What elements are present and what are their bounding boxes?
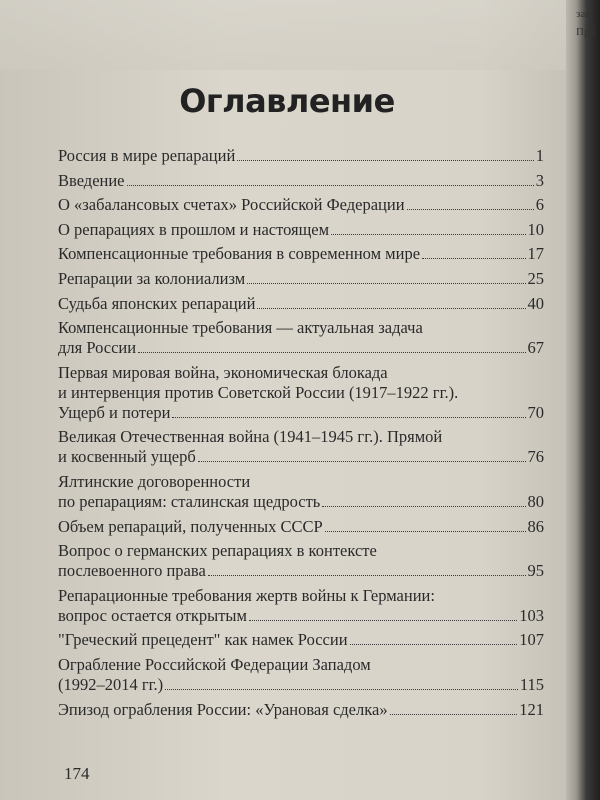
toc-entry-line: Вопрос о германских репарациях в контексте bbox=[58, 541, 377, 561]
toc-page-number: 76 bbox=[527, 447, 544, 467]
dot-leader bbox=[422, 258, 525, 259]
toc-entry-title: Компенсационные требования в современном мире bbox=[58, 244, 421, 264]
toc-entry-line: и интервенция против Советской России (1917–1922 гг.). bbox=[58, 382, 459, 402]
toc-entry-row bbox=[58, 675, 544, 695]
toc-page-number: 67 bbox=[527, 338, 544, 358]
page-number: 174 bbox=[64, 764, 90, 783]
toc-entry-line: Ограбление Российской Федерации Западом bbox=[58, 654, 371, 674]
toc-entry-row bbox=[58, 630, 544, 650]
toc-entry-line: Ялтинские договоренности bbox=[58, 471, 251, 491]
toc-entry-row bbox=[58, 517, 544, 537]
toc-entry-title: "Греческий прецедент" как намек России bbox=[58, 630, 348, 650]
table-of-contents bbox=[58, 146, 544, 724]
dot-leader bbox=[407, 209, 534, 210]
toc-entry-row bbox=[58, 294, 544, 314]
toc-page-number: 6 bbox=[535, 195, 544, 215]
toc-entry-title: по репарациям: сталинская щедрость bbox=[58, 491, 321, 511]
toc-entry-row bbox=[58, 269, 544, 289]
toc-page-number: 70 bbox=[527, 402, 544, 422]
toc-entry-title: Репарации за колониализм bbox=[58, 268, 246, 288]
toc-entry-title: для России bbox=[58, 338, 137, 358]
toc-entry-title: Россия в мире репараций bbox=[58, 146, 236, 165]
toc-entry-title: О репарациях в прошлом и настоящем bbox=[58, 219, 330, 239]
toc-entry bbox=[58, 318, 544, 358]
toc-page-number: 80 bbox=[527, 491, 544, 511]
toc-entry-row bbox=[58, 195, 544, 215]
toc-entry-title: Введение bbox=[58, 170, 125, 190]
dot-leader bbox=[237, 160, 533, 161]
dot-leader bbox=[165, 689, 518, 690]
toc-entry-title: Объем репараций, полученных СССР bbox=[58, 516, 323, 536]
toc-page-number: 107 bbox=[519, 630, 544, 650]
dot-leader bbox=[390, 714, 518, 715]
dot-leader bbox=[350, 644, 518, 645]
dot-leader bbox=[127, 185, 534, 186]
toc-entry bbox=[58, 655, 544, 695]
toc-entry-row bbox=[58, 403, 544, 423]
toc-page-number: 3 bbox=[535, 170, 544, 190]
toc-entry-title: (1992–2014 гг.) bbox=[58, 674, 164, 694]
dot-leader bbox=[172, 417, 525, 418]
toc-page-number: 103 bbox=[519, 605, 544, 625]
toc-entry bbox=[58, 541, 544, 581]
toc-entry bbox=[58, 363, 544, 423]
facing-page-edge bbox=[566, 0, 600, 800]
toc-entry-row bbox=[58, 338, 544, 358]
dot-leader bbox=[198, 461, 526, 462]
toc-entry bbox=[58, 700, 544, 720]
toc-entry bbox=[58, 244, 544, 264]
toc-entry-title: Судьба японских репараций bbox=[58, 293, 256, 313]
toc-page-number: 1 bbox=[535, 146, 544, 165]
dot-leader bbox=[257, 308, 525, 309]
dot-leader bbox=[322, 506, 525, 507]
toc-entry-title: послевоенного права bbox=[58, 561, 206, 581]
toc-entry bbox=[58, 269, 544, 289]
toc-entry-row bbox=[58, 447, 544, 467]
toc-entry-row bbox=[58, 700, 544, 720]
toc-entry-row bbox=[58, 606, 544, 626]
toc-entry-title: вопрос остается открытым bbox=[58, 605, 247, 625]
toc-entry-title: О «забалансовых счетах» Российской Федерации bbox=[58, 195, 405, 215]
toc-page-number: 25 bbox=[527, 268, 544, 288]
toc-entry bbox=[58, 586, 544, 626]
edge-text-2: При bbox=[576, 26, 596, 38]
dot-leader bbox=[247, 283, 525, 284]
toc-page-number: 10 bbox=[527, 219, 544, 239]
dot-leader bbox=[138, 352, 525, 353]
toc-entry bbox=[58, 171, 544, 191]
edge-text-1: зак bbox=[576, 8, 591, 20]
toc-entry-row bbox=[58, 171, 544, 191]
dot-leader bbox=[208, 575, 526, 576]
toc-entry bbox=[58, 472, 544, 512]
toc-entry-line: Первая мировая война, экономическая блокада bbox=[58, 362, 388, 382]
toc-entry-row bbox=[58, 220, 544, 240]
previous-page-bleed bbox=[0, 0, 566, 70]
toc-entry-title: Ущерб и потери bbox=[58, 402, 171, 422]
toc-page-number: 121 bbox=[519, 699, 544, 719]
toc-page-number: 95 bbox=[527, 561, 544, 581]
toc-entry bbox=[58, 146, 544, 166]
dot-leader bbox=[249, 620, 517, 621]
toc-entry-row bbox=[58, 561, 544, 581]
toc-entry bbox=[58, 517, 544, 537]
toc-entry-line: Репарационные требования жертв войны к Германии: bbox=[58, 585, 435, 605]
toc-entry-row bbox=[58, 244, 544, 264]
toc-entry-line: Компенсационные требования — актуальная задача bbox=[58, 318, 423, 338]
toc-page-number: 40 bbox=[527, 293, 544, 313]
toc-entry bbox=[58, 630, 544, 650]
toc-page-number: 17 bbox=[527, 244, 544, 264]
toc-entry bbox=[58, 294, 544, 314]
toc-entry bbox=[58, 220, 544, 240]
toc-entry bbox=[58, 195, 544, 215]
toc-entry-title: и косвенный ущерб bbox=[58, 447, 196, 467]
toc-page-number: 86 bbox=[527, 516, 544, 536]
dot-leader bbox=[331, 234, 525, 235]
toc-entry-row bbox=[58, 492, 544, 512]
page-title: Оглавление bbox=[179, 82, 395, 120]
toc-entry-line: Великая Отечественная война (1941–1945 гг.). Прямой bbox=[58, 427, 443, 447]
toc-page-number: 115 bbox=[519, 674, 544, 694]
dot-leader bbox=[325, 531, 526, 532]
toc-entry bbox=[58, 427, 544, 467]
toc-entry-title: Эпизод ограбления России: «Урановая сделка» bbox=[58, 699, 388, 719]
toc-entry-row bbox=[58, 146, 544, 166]
